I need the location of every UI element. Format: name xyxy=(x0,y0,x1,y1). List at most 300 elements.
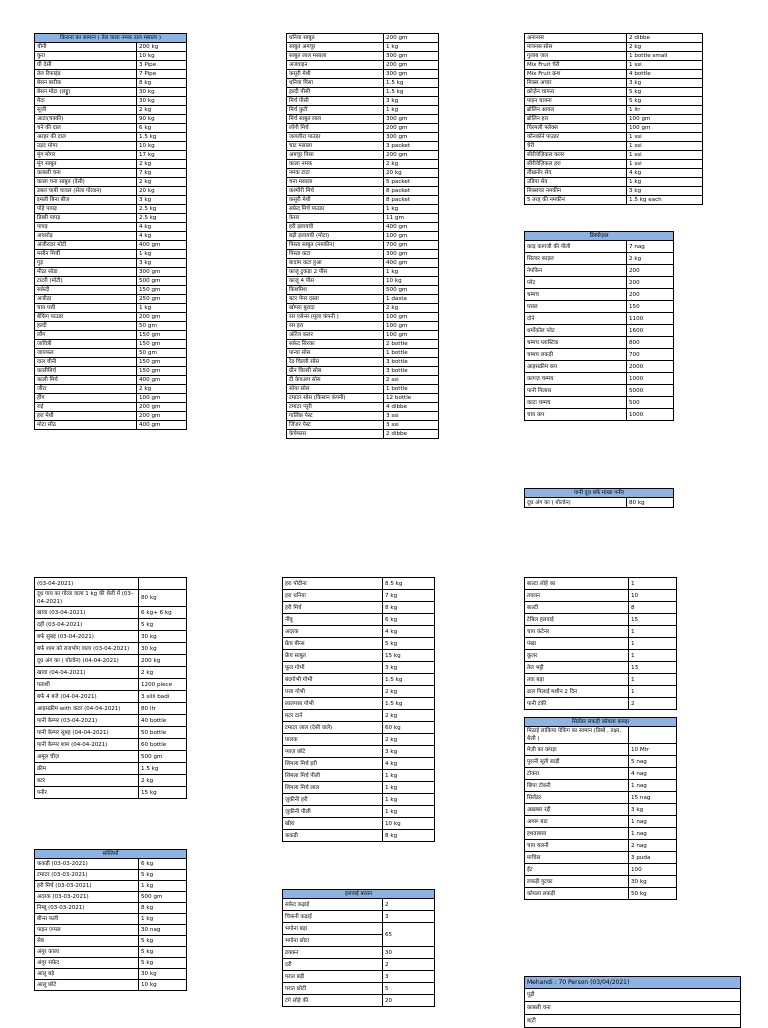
item-qty-cell: 100 gm xyxy=(137,394,187,403)
item-qty-cell: 2 kg xyxy=(137,106,187,115)
item-qty-cell: 100 gm xyxy=(384,322,439,331)
table-row xyxy=(525,61,703,70)
table-row xyxy=(525,397,674,409)
table-row xyxy=(287,286,439,295)
table-row xyxy=(35,223,187,232)
item-name-cell: ग्रीन चिल्ली सोस xyxy=(287,367,384,376)
item-name-cell: 5 तरह की नमकीन xyxy=(525,196,627,205)
table-row xyxy=(287,331,439,340)
item-qty-cell: 15 kg xyxy=(383,650,435,662)
table-row xyxy=(525,187,703,196)
table-row xyxy=(287,151,439,160)
item-qty-cell: 5 kg xyxy=(139,870,187,881)
item-qty-cell: 3 Pipe xyxy=(137,61,187,70)
item-qty-cell: 300 gm xyxy=(384,115,439,124)
item-name-cell: हरा पोदीना xyxy=(283,578,383,590)
item-qty-cell: 8 packet xyxy=(384,187,439,196)
mehandi-menu-table xyxy=(524,976,741,1028)
item-qty-cell: 300 gm xyxy=(137,268,187,277)
table-row xyxy=(525,792,677,804)
item-name-cell: काबली चना xyxy=(525,1002,741,1015)
item-qty-cell: 5 nag xyxy=(629,756,677,768)
item-qty-cell: 8 kg xyxy=(137,79,187,88)
item-qty-cell: 3 kg xyxy=(629,804,677,816)
item-name-cell: टाटरी (मोटी) xyxy=(35,277,137,286)
table-row xyxy=(525,289,674,301)
table-row xyxy=(283,674,435,686)
item-qty-cell: 10 kg xyxy=(384,277,439,286)
table-row xyxy=(287,70,439,79)
table-row xyxy=(525,337,674,349)
item-qty-cell: 1.5 kg xyxy=(384,79,439,88)
item-qty-cell: 2 xyxy=(383,959,435,971)
item-qty-cell: 3 kg xyxy=(383,662,435,674)
table-row xyxy=(35,775,187,787)
item-qty-cell: 2 kg xyxy=(139,667,187,679)
item-qty-cell: 100 xyxy=(629,864,677,876)
item-qty-cell: 2.5 kg xyxy=(137,214,187,223)
item-qty-cell: 2 kg xyxy=(384,160,439,169)
table-row xyxy=(35,349,187,358)
item-name-cell: बाल्टा लोहे का xyxy=(525,578,629,590)
item-qty-cell: 10 xyxy=(629,590,677,602)
item-qty-cell: 20 kg xyxy=(384,169,439,178)
table-row xyxy=(283,794,435,806)
table-row xyxy=(287,187,439,196)
table-row xyxy=(525,989,741,1002)
item-name-cell: कागज़ चम्मच xyxy=(525,373,627,385)
table-row xyxy=(35,61,187,70)
table-row xyxy=(287,340,439,349)
item-name-cell: लोंगी मिर्च xyxy=(287,124,384,133)
disposal-table xyxy=(524,231,674,421)
item-qty-cell: 100 gm xyxy=(384,232,439,241)
item-qty-cell: 30 nag xyxy=(139,925,187,936)
item-name-cell: अजीठा xyxy=(35,295,137,304)
table-row xyxy=(287,97,439,106)
item-name-cell: बेसन मोटा (लड्डू) xyxy=(35,88,137,97)
table-row xyxy=(35,124,187,133)
table-row xyxy=(525,780,677,792)
item-qty-cell: 200 kg xyxy=(139,655,187,667)
item-qty-cell: 1 kg xyxy=(383,770,435,782)
item-name-cell: पापड़ xyxy=(35,223,137,232)
item-name-cell: बर्फ शाम को राजभोग वाला (03-04-2021) xyxy=(35,643,139,655)
table-row xyxy=(287,412,439,421)
item-qty-cell: 5000 xyxy=(627,385,674,397)
table-row xyxy=(525,727,677,744)
item-name-cell: पालक xyxy=(283,734,383,746)
item-name-cell: लालपत्ता गोभी xyxy=(283,698,383,710)
item-name-cell: सिलेंडर xyxy=(525,792,629,804)
item-qty-cell: 3 silli badi xyxy=(139,691,187,703)
table-row xyxy=(283,590,435,602)
item-name-cell: मेज़ी का कपड़ा xyxy=(525,744,629,756)
item-name-cell: छिपा टोकरी xyxy=(525,780,629,792)
item-name-cell: भगोना बड़ा xyxy=(283,923,383,935)
item-qty-cell: 7 kg xyxy=(383,590,435,602)
table-row xyxy=(35,70,187,79)
item-name-cell: साबुत लाल मसाला xyxy=(287,52,384,61)
table-row xyxy=(283,698,435,710)
table-row xyxy=(525,626,677,638)
item-qty-cell: 20 xyxy=(383,995,435,1007)
table-row xyxy=(287,313,439,322)
item-qty-cell: 5 packet xyxy=(384,178,439,187)
vegetables-table xyxy=(34,849,187,991)
table-row xyxy=(525,602,677,614)
item-name-cell: फूल गोभी xyxy=(283,662,383,674)
table-row xyxy=(35,394,187,403)
table-row xyxy=(35,787,187,799)
item-name-cell: पत्ता गोभी xyxy=(283,686,383,698)
item-name-cell: खोपरा बुरादा xyxy=(287,304,384,313)
item-name-cell: (03-04-2021) xyxy=(35,578,139,590)
item-name-cell: हरी मिर्च (03-03-2021) xyxy=(35,881,139,892)
table-row xyxy=(525,265,674,277)
table-row xyxy=(525,1015,741,1028)
item-name-cell: तेल भट्टी xyxy=(525,662,629,674)
table-row xyxy=(287,304,439,313)
item-name-cell: पानी टंकी xyxy=(525,698,629,710)
table-row xyxy=(287,268,439,277)
item-qty-cell: 1 bottle xyxy=(384,385,439,394)
item-name-cell: चाय कंटेनर xyxy=(525,626,629,638)
item-name-cell: खावा (04-04-2021) xyxy=(35,667,139,679)
table-row xyxy=(35,892,187,903)
table-row xyxy=(525,133,703,142)
table-row xyxy=(35,358,187,367)
table-row xyxy=(35,304,187,313)
item-qty-cell: 50 gm xyxy=(137,322,187,331)
table-row xyxy=(35,969,187,980)
item-name-cell: पिस्ता कटा xyxy=(287,250,384,259)
item-name-cell: कोयला लकड़ी xyxy=(525,888,629,900)
item-qty-cell: 800 xyxy=(627,337,674,349)
item-name-cell: दूध अंग का ( ग़ोल्डेन) (04-04-2021) xyxy=(35,655,139,667)
table-row xyxy=(35,286,187,295)
item-qty-cell: 1 dasta xyxy=(384,295,439,304)
table-row xyxy=(35,331,187,340)
table-row xyxy=(287,205,439,214)
table-row xyxy=(283,899,435,911)
item-qty-cell: 80 kg xyxy=(627,498,674,508)
item-qty-cell: 1 ssi xyxy=(627,61,703,70)
item-name-cell: मीठा सोडा xyxy=(35,268,137,277)
table-row xyxy=(525,698,677,710)
item-name-cell: किशमिश xyxy=(287,286,384,295)
item-name-cell: टमाटर लाल (देसी वाले) xyxy=(283,722,383,734)
item-name-cell: नमक टाटा xyxy=(287,169,384,178)
item-qty-cell: 2 bottle xyxy=(384,340,439,349)
item-qty-cell: 100 gm xyxy=(627,124,703,133)
item-name-cell: चम्मच प्लास्टिक xyxy=(525,337,627,349)
table-row xyxy=(283,971,435,983)
table-row xyxy=(525,79,703,88)
item-qty-cell: 40 bottle xyxy=(139,715,187,727)
table-row xyxy=(35,590,187,607)
item-name-cell: जिंजर पेस्ट xyxy=(287,421,384,430)
item-qty-cell: 1 xyxy=(629,626,677,638)
table-row xyxy=(287,34,439,43)
item-name-cell: काली मिर्च xyxy=(35,376,137,385)
item-qty-cell: 150 gm xyxy=(137,286,187,295)
item-qty-cell: 3 bottle xyxy=(384,358,439,367)
item-name-cell: आटा(चक्की) xyxy=(35,115,137,124)
table-row xyxy=(525,325,674,337)
table-row xyxy=(283,734,435,746)
item-qty-cell: 4 nag xyxy=(629,768,677,780)
table-row xyxy=(35,715,187,727)
table-row xyxy=(283,614,435,626)
item-name-cell: डबल चाबी चावल (सेला गोल्डन) xyxy=(35,187,137,196)
table-row xyxy=(525,301,674,313)
item-qty-cell: 1000 xyxy=(627,373,674,385)
table-row xyxy=(525,97,703,106)
item-name-cell: काजू 4 पीस xyxy=(287,277,384,286)
item-qty-cell: 1200 piece xyxy=(139,679,187,691)
item-name-cell: चम्मच xyxy=(525,289,627,301)
table-row xyxy=(35,322,187,331)
item-qty-cell: 1 kg xyxy=(383,806,435,818)
item-qty-cell: 10 kg xyxy=(139,980,187,991)
item-name-cell: अमचूर पिसा xyxy=(287,151,384,160)
item-qty-cell: 1.5 kg each xyxy=(627,196,703,205)
table-row xyxy=(525,756,677,768)
table-row xyxy=(35,106,187,115)
item-qty-cell: 50 kg xyxy=(629,888,677,900)
item-qty-cell: 3 bottle xyxy=(384,367,439,376)
item-qty-cell: 1 bottle xyxy=(384,349,439,358)
table-row xyxy=(35,947,187,958)
table-row xyxy=(35,751,187,763)
item-qty-cell: 10 Mtr xyxy=(629,744,677,756)
item-name-cell: कुरा xyxy=(35,52,137,61)
item-name-cell: काबली चना xyxy=(35,169,137,178)
item-qty-cell: 5 xyxy=(383,983,435,995)
item-name-cell: लौंग xyxy=(35,331,137,340)
item-name-cell: ककड़ी (03-03-2021) xyxy=(35,859,139,870)
item-qty-cell: 15 xyxy=(629,614,677,626)
item-name-cell: पानी केम्पर (03-04-2021) xyxy=(35,715,139,727)
table-row xyxy=(525,498,674,508)
table-row xyxy=(283,662,435,674)
item-qty-cell: 700 gm xyxy=(384,241,439,250)
item-name-cell: बटर पेपर दस्ता xyxy=(287,295,384,304)
item-name-cell: काला चना साबुत (देसी) xyxy=(35,178,137,187)
item-qty-cell: 6 kg+ 6 kg xyxy=(139,607,187,619)
item-qty-cell: 3 ssi xyxy=(384,421,439,430)
table-row xyxy=(287,160,439,169)
item-qty-cell: 150 gm xyxy=(137,358,187,367)
item-qty-cell: 2 xyxy=(629,698,677,710)
item-name-cell: सोया सोस xyxy=(287,385,384,394)
item-name-cell: परात छोटी xyxy=(283,983,383,995)
item-name-cell: रेड चिल्ली सोस xyxy=(287,358,384,367)
table-row xyxy=(283,626,435,638)
item-qty-cell: 8 xyxy=(629,602,677,614)
item-name-cell: चाय कप xyxy=(525,409,627,421)
item-name-cell: क्रोज़ेन चायना xyxy=(525,88,627,97)
table-row xyxy=(283,995,435,1007)
item-name-cell: अंगूर सफ़ेद xyxy=(35,958,139,969)
table-row xyxy=(287,142,439,151)
table-row xyxy=(35,914,187,925)
item-qty-cell: 4 kg xyxy=(137,223,187,232)
item-name-cell: हरी इलायची xyxy=(287,223,384,232)
table-title: डिस्पोज़ल xyxy=(525,232,674,241)
table-row xyxy=(35,421,187,430)
item-name-cell: चने की दाल xyxy=(35,124,137,133)
fresh-vegetables-table xyxy=(282,577,435,842)
table-row xyxy=(35,655,187,667)
item-name-cell: दाल चीनी xyxy=(35,358,137,367)
item-name-cell: नेपकिन xyxy=(525,265,627,277)
table-row xyxy=(283,818,435,830)
table-row xyxy=(35,151,187,160)
item-name-cell: घी देसी xyxy=(35,61,137,70)
item-name-cell: टंगे लोहे की xyxy=(283,995,383,1007)
table-row xyxy=(35,903,187,914)
item-qty-cell: 1 kg xyxy=(383,782,435,794)
table-row xyxy=(35,241,187,250)
item-name-cell: दही (03-04-2021) xyxy=(35,619,139,631)
table-row xyxy=(283,947,435,959)
item-name-cell: प्लेट xyxy=(525,277,627,289)
table-row xyxy=(525,864,677,876)
item-qty-cell: 1 xyxy=(629,578,677,590)
item-name-cell: दरी xyxy=(283,959,383,971)
item-qty-cell: 400 gm xyxy=(384,223,439,232)
item-qty-cell: 3 xyxy=(383,971,435,983)
item-qty-cell: 1 ssi xyxy=(627,142,703,151)
table-row xyxy=(35,295,187,304)
table-row xyxy=(525,744,677,756)
item-qty-cell: 100 gm xyxy=(384,331,439,340)
item-name-cell: ब्रोलिन आयल xyxy=(525,106,627,115)
table-row xyxy=(35,142,187,151)
item-qty-cell: 8 kg xyxy=(139,903,187,914)
item-name-cell: पाइन एप्पल xyxy=(35,925,139,936)
item-name-cell: मिर्च कुटी xyxy=(287,106,384,115)
table-row xyxy=(35,214,187,223)
item-name-cell: पाइन चायना xyxy=(525,97,627,106)
table-row xyxy=(525,241,674,253)
table-row xyxy=(35,679,187,691)
item-qty-cell: 300 gm xyxy=(384,133,439,142)
item-name-cell: ज़ुकीनी हरी xyxy=(283,794,383,806)
item-qty-cell: 2 kg xyxy=(383,686,435,698)
item-qty-cell: 2 xyxy=(383,899,435,911)
table-title: हलवाई बरतन xyxy=(283,890,435,899)
item-name-cell: अंजीरदार मोटी xyxy=(35,241,137,250)
item-name-cell: जायफल xyxy=(35,349,137,358)
item-qty-cell: 300 gm xyxy=(384,52,439,61)
item-name-cell: बेसन बारीक xyxy=(35,79,137,88)
item-qty-cell: 200 gm xyxy=(137,313,187,322)
item-name-cell: शिमला मिर्च लाल xyxy=(283,782,383,794)
item-name-cell: मटर दाने xyxy=(283,710,383,722)
table-row xyxy=(35,259,187,268)
item-name-cell: तवा बड़ा xyxy=(525,674,629,686)
item-qty-cell: 1 kg xyxy=(139,914,187,925)
item-qty-cell: 1.5 kg xyxy=(139,763,187,775)
table-row xyxy=(287,88,439,97)
item-name-cell: पानी केम्पर सुबह (04-04-2021) xyxy=(35,727,139,739)
item-qty-cell: 30 kg xyxy=(629,876,677,888)
table-row xyxy=(525,277,674,289)
item-qty-cell: 3 puda xyxy=(629,852,677,864)
item-name-cell: बर्फ 4 बजे (04-04-2021) xyxy=(35,691,139,703)
item-name-cell: सफ़ेद कढ़ाई xyxy=(283,899,383,911)
table-row xyxy=(35,936,187,947)
item-qty-cell: 30 kg xyxy=(139,631,187,643)
item-qty-cell: 15 kg xyxy=(139,787,187,799)
item-name-cell: आइसक्रीम कप xyxy=(525,361,627,373)
item-name-cell: कालीमिर्च xyxy=(35,367,137,376)
item-qty-cell: 5 kg xyxy=(383,638,435,650)
item-qty-cell: 65 xyxy=(383,923,435,947)
table-row xyxy=(525,614,677,626)
item-name-cell: तीखनोर सेव xyxy=(525,169,627,178)
item-name-cell: गुड़ xyxy=(35,259,137,268)
item-name-cell: काजू टुकड़ा 2 पीस xyxy=(287,268,384,277)
item-name-cell: गुलाब जल xyxy=(525,52,627,61)
item-name-cell: Mix Fruit क्रश xyxy=(525,70,627,79)
item-qty-cell: 1 ltr xyxy=(627,106,703,115)
item-name-cell: अंगूर काला xyxy=(35,947,139,958)
table-title: सब्जियाँ xyxy=(35,850,187,859)
item-name-cell: आलू छोटे xyxy=(35,980,139,991)
table-row xyxy=(525,253,674,265)
item-name-cell: चाट मसाला xyxy=(287,142,384,151)
item-name-cell: चम्मच लकड़ी xyxy=(525,349,627,361)
item-name-cell: ककड़ी xyxy=(283,830,383,842)
item-name-cell: ब्रोलिन हरा xyxy=(525,115,627,124)
item-qty-cell: 4 bottle xyxy=(627,70,703,79)
table-row xyxy=(283,770,435,782)
item-qty-cell: 2 kg xyxy=(137,385,187,394)
table-row xyxy=(283,710,435,722)
item-name-cell: टमाटर सोस (किसान कंपनी) xyxy=(287,394,384,403)
item-qty-cell: 1 ssi xyxy=(627,133,703,142)
item-qty-cell: 1 kg xyxy=(137,250,187,259)
table-row xyxy=(35,160,187,169)
item-name-cell: सीरीवेज़िकल कलर xyxy=(525,151,627,160)
item-qty-cell: 2 kg xyxy=(627,43,703,52)
item-qty-cell: 6 kg xyxy=(383,614,435,626)
item-name-cell: चेरी xyxy=(525,142,627,151)
item-qty-cell xyxy=(139,578,187,590)
item-name-cell: ढाल पिलाई मशीन 2 दिन xyxy=(525,686,629,698)
item-qty-cell: 500 gm xyxy=(139,751,187,763)
table-row xyxy=(283,650,435,662)
item-name-cell: मिर्च पीसी xyxy=(287,97,384,106)
item-qty-cell: 500 gm xyxy=(384,286,439,295)
item-name-cell: मोटा सौंठ xyxy=(35,421,137,430)
table-row xyxy=(525,804,677,816)
item-qty-cell: 30 kg xyxy=(139,643,187,655)
item-name-cell: प्याज़ छोटे xyxy=(283,746,383,758)
table-row xyxy=(35,385,187,394)
item-qty-cell: 400 gm xyxy=(384,259,439,268)
item-name-cell: अख़बार रद्दी xyxy=(525,804,629,816)
table-row xyxy=(287,241,439,250)
item-name-cell: मूंग मोगर xyxy=(35,151,137,160)
item-qty-cell: 1 kg xyxy=(139,881,187,892)
item-name-cell: फ्रेंच साबुत xyxy=(283,650,383,662)
table-row xyxy=(287,232,439,241)
